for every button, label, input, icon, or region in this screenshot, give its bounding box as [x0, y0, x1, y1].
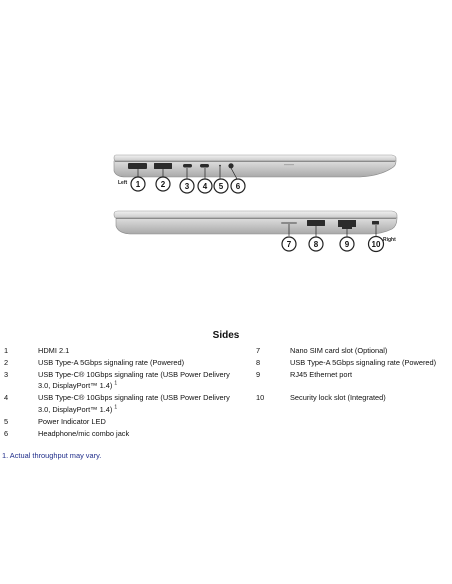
right-spec-list	[256, 345, 452, 404]
callout-4	[198, 179, 212, 193]
footnote-marker: 1	[114, 404, 118, 411]
usb-a-port-icon	[307, 220, 325, 226]
spec-text: Security lock slot (Integrated)	[290, 393, 386, 403]
spec-text: Power Indicator LED	[38, 416, 106, 426]
spec-text-cont: 3.0, DisplayPort™ 1.4)	[38, 404, 113, 414]
callout-7	[282, 237, 296, 251]
svg-text:7: 7	[286, 240, 292, 249]
spec-item	[4, 392, 254, 404]
svg-text:10: 10	[371, 240, 381, 249]
spec-number: 6	[4, 428, 9, 438]
security-lock-slot-icon	[372, 221, 379, 225]
callout-2	[156, 177, 170, 191]
spec-text: USB Type-A 5Gbps signaling rate (Powered)	[290, 357, 437, 367]
usb-c-port-icon	[200, 164, 209, 168]
spec-text: RJ45 Ethernet port	[290, 369, 353, 379]
spec-number: 5	[4, 416, 9, 426]
spec-text: USB Type-A 5Gbps signaling rate (Powered)	[38, 357, 185, 367]
footnote-marker: 1	[114, 380, 118, 387]
svg-text:9: 9	[344, 240, 350, 249]
spec-text: Headphone/mic combo jack	[38, 428, 130, 438]
spec-number: 7	[256, 346, 261, 355]
spec-item	[256, 345, 452, 357]
spec-item	[256, 357, 452, 369]
svg-text:3: 3	[184, 182, 190, 191]
spec-text-cont: 3.0, DisplayPort™ 1.4)	[38, 381, 113, 391]
svg-text:6: 6	[235, 182, 241, 191]
spec-item	[256, 369, 452, 381]
spec-continuation	[4, 380, 254, 392]
callout-10	[369, 237, 384, 252]
spec-number: 4	[4, 393, 9, 403]
svg-text:4: 4	[202, 182, 208, 191]
spec-number: 9	[256, 369, 261, 379]
left-spec-list	[4, 345, 254, 439]
svg-text:8: 8	[313, 240, 319, 249]
hdmi-port-icon	[128, 163, 147, 169]
spec-item	[4, 428, 254, 440]
callout-8	[309, 237, 323, 251]
spec-text: USB Type-C® 10Gbps signaling rate (USB Power Delivery	[38, 369, 230, 379]
spec-text: HDMI 2.1	[38, 346, 70, 355]
sim-slot-icon	[281, 222, 297, 224]
audio-jack-icon	[228, 163, 233, 168]
callout-3	[180, 179, 194, 193]
spec-item	[256, 392, 452, 404]
svg-text:1: 1	[135, 180, 141, 189]
usb-a-port-icon	[154, 163, 172, 169]
power-led-icon	[219, 165, 221, 167]
spec-number: 1	[4, 346, 9, 355]
spec-item	[4, 345, 254, 357]
spec-number: 10	[256, 393, 265, 403]
callout-9	[340, 237, 354, 251]
callout-5	[214, 179, 228, 193]
spec-item	[4, 369, 254, 381]
spacer	[256, 380, 452, 392]
spec-number: 2	[4, 357, 9, 367]
left-side-label: Left	[118, 180, 128, 186]
right-side-label: Right	[383, 237, 396, 243]
footnote: 1. Actual throughput may vary.	[2, 451, 102, 460]
svg-text:2: 2	[160, 180, 166, 189]
spec-text: Nano SIM card slot (Optional)	[290, 346, 388, 355]
spec-continuation	[4, 404, 254, 416]
spec-item	[4, 357, 254, 369]
section-title: Sides	[212, 330, 240, 341]
usb-c-port-icon	[183, 164, 192, 168]
right-side-view	[114, 211, 397, 243]
spec-item	[4, 416, 254, 428]
spec-number: 3	[4, 369, 9, 379]
spec-number: 8	[256, 357, 261, 367]
callout-6	[231, 179, 245, 193]
spec-text: USB Type-C® 10Gbps signaling rate (USB Power Delivery	[38, 393, 230, 403]
callout-1	[131, 177, 145, 191]
svg-text:5: 5	[218, 182, 224, 191]
